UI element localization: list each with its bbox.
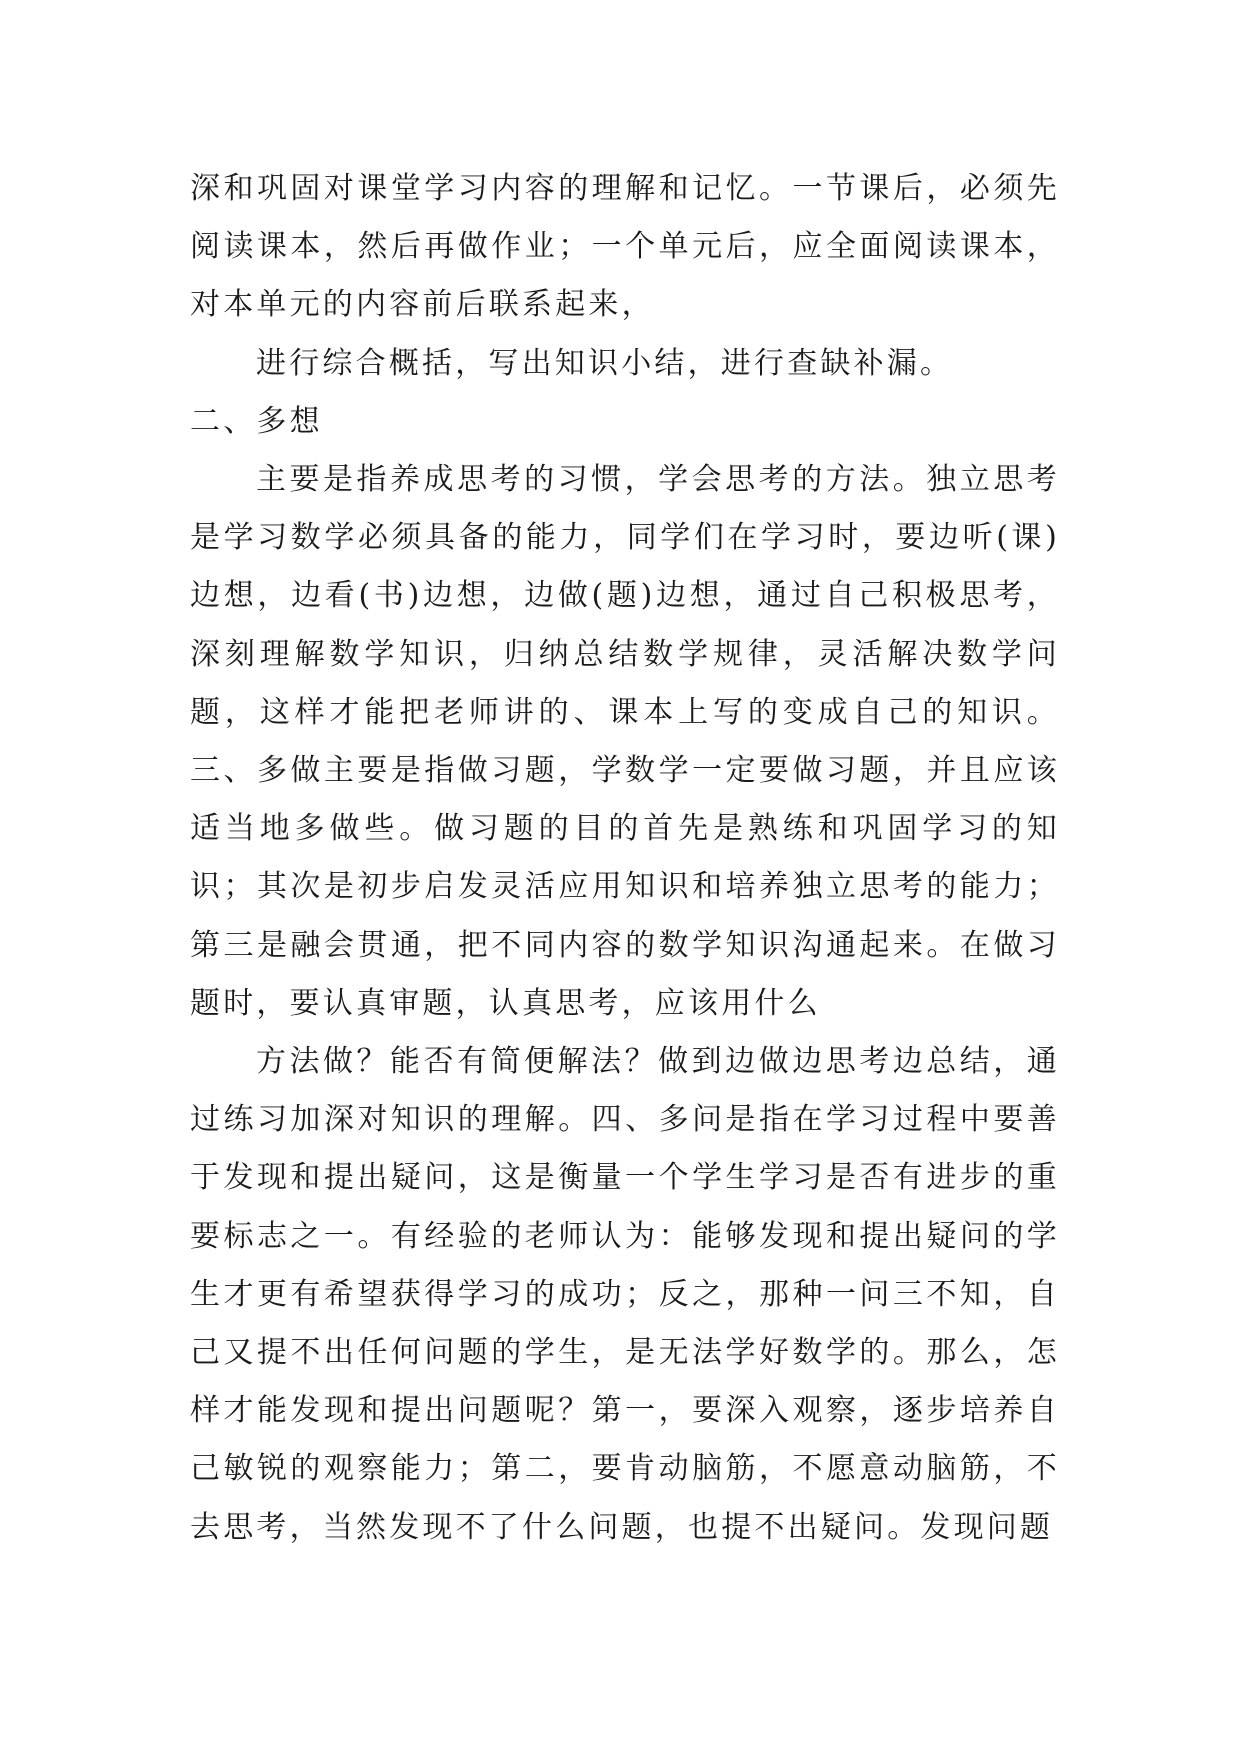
paragraph-summary: 进行综合概括，写出知识小结，进行查缺补漏。 — [256, 345, 954, 381]
paragraph-duoxiang: 主要是指养成思考的习惯，学会思考的方法。独立思考是学习数学必须具备的能力，同学们在学习时，要边听(课)边想，边看(书)边想，边做(题)边想，通过自己积极思考，深刻理解数学知识，归纳总结数学规律，灵活解决数学问题，这样才能把老师讲的、课本上写的变成自己的知识。三、多做主要是指做习题，学数学一定要做习题，并且应该适当地多做些。做习题的目的首先是熟练和巩固学习的知识；其次是初步启发灵活应用知识和培养独立思考的能力；第三是融会贯通，把不同内容的数学知识沟通起来。在做习题时，要认真审题，认真思考，应该用什么 — [190, 462, 1060, 1021]
section-heading-duoxiang: 二、多想 — [190, 403, 323, 439]
body-text — [190, 160, 1060, 1557]
paragraph-duowen: 方法做？能否有简便解法？做到边做边思考边总结，通过练习加深对知识的理解。四、多问是指在学习过程中要善于发现和提出疑问，这是衡量一个学生学习是否有进步的重要标志之一。有经验的老师认为：能够发现和提出疑问的学生才更有希望获得学习的成功；反之，那种一问三不知，自己又提不出任何问题的学生，是无法学好数学的。那么，怎样才能发现和提出问题呢？第一，要深入观察，逐步培养自己敏锐的观察能力；第二，要肯动脑筋，不愿意动脑筋，不去思考，当然发现不了什么问题，也提不出疑问。发现问题 — [190, 1044, 1060, 1545]
paragraph-continuation: 深和巩固对课堂学习内容的理解和记忆。一节课后，必须先阅读课本，然后再做作业；一个单元后，应全面阅读课本，对本单元的内容前后联系起来， — [190, 171, 1060, 323]
